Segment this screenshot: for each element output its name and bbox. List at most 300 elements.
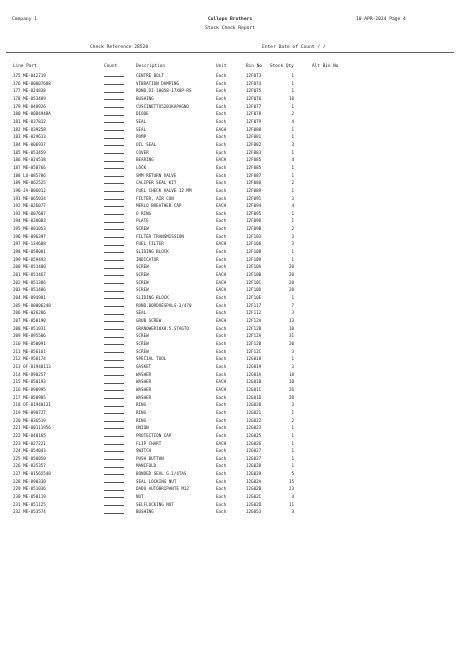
stock-qty: 1 <box>291 149 294 155</box>
part-number: 219 ME-090727 <box>13 409 46 415</box>
table-row <box>0 95 460 103</box>
table-row <box>0 470 460 478</box>
bin-number: 12F080 <box>246 126 262 132</box>
unit: Each <box>216 95 227 101</box>
bin-number: 12F09B <box>246 226 262 232</box>
report-date-page: 10-APR-2024 Page 4 <box>356 17 406 22</box>
description: UNION <box>136 425 149 431</box>
unit: Each <box>216 233 227 239</box>
description: PLATE <box>136 218 149 224</box>
stock-qty: 31 <box>288 333 294 339</box>
bin-number: 12F117 <box>246 302 262 308</box>
bin-number: 12G01B <box>246 379 262 385</box>
count-entry-field[interactable] <box>104 378 124 383</box>
count-entry-field[interactable] <box>104 371 124 376</box>
unit: Each <box>216 295 227 301</box>
description: PUSH BUTTON <box>136 455 164 461</box>
table-row <box>0 103 460 111</box>
description: PUMP <box>136 134 147 140</box>
stock-qty: 1 <box>291 187 294 193</box>
unit: Each <box>216 88 227 94</box>
unit: Each <box>216 195 227 201</box>
stock-qty: 10 <box>288 379 294 385</box>
stock-qty: 20 <box>288 394 294 400</box>
description: SCREW <box>136 272 149 278</box>
bin-number: 12F10E <box>246 295 262 301</box>
table-row <box>0 233 460 241</box>
count-entry-field[interactable] <box>104 363 124 368</box>
table-row <box>0 187 460 195</box>
description: OIL SEAL <box>136 141 157 147</box>
count-entry-field[interactable] <box>104 424 124 429</box>
table-row <box>0 294 460 302</box>
stock-qty: 3 <box>291 509 294 515</box>
part-number: 212 ME-958174 <box>13 356 46 362</box>
part-number: 183 ME-029613 <box>13 134 46 140</box>
stock-qty: 15 <box>288 478 294 484</box>
description: INDICATOR <box>136 256 159 262</box>
part-number: 215 ME-850193 <box>13 379 46 385</box>
unit: EACH <box>216 203 227 209</box>
unit: Each <box>216 80 227 86</box>
part-number: 211 ME-856161 <box>13 348 46 354</box>
bin-number: 12F073 <box>246 73 262 78</box>
part-number: 176 ME-00007688 <box>13 80 51 86</box>
bin-number: 12G01A <box>246 371 262 377</box>
description: O RING <box>136 210 152 216</box>
bin-number: 12F083 <box>246 149 262 155</box>
description: SCREW <box>136 333 149 339</box>
description: WASHER <box>136 386 152 392</box>
stock-qty: 1 <box>291 126 294 132</box>
report-title: Stock Check Report <box>205 26 255 31</box>
table-row <box>0 80 460 88</box>
description: SCREW <box>136 226 149 232</box>
bin-number: 12F079 <box>246 118 262 124</box>
date-of-count-field[interactable]: Enter Date of Count / / <box>262 45 326 50</box>
count-entry-field[interactable] <box>104 217 124 222</box>
count-entry-field[interactable] <box>104 317 124 322</box>
stock-qty: 20 <box>288 264 294 270</box>
part-number: 223 ME-027221 <box>13 440 46 446</box>
description: BUSHING <box>136 509 154 515</box>
description: SCREW <box>136 348 149 354</box>
table-row <box>0 447 460 455</box>
bin-number: 12G022 <box>246 417 262 423</box>
table-row <box>0 271 460 279</box>
unit: Each <box>216 103 227 109</box>
part-number: 228 ME-890330 <box>13 478 46 484</box>
bin-number: 12F12A <box>246 333 262 339</box>
description: CENTRE BOLT <box>136 73 164 78</box>
count-entry-field[interactable] <box>104 409 124 414</box>
count-entry-field[interactable] <box>104 133 124 138</box>
stock-qty: 4 <box>291 118 294 124</box>
stock-qty: 13 <box>288 318 294 323</box>
unit: Each <box>216 402 227 408</box>
table-row <box>0 371 460 379</box>
table-row <box>0 302 460 310</box>
count-entry-field[interactable] <box>104 386 124 391</box>
table-row <box>0 332 460 340</box>
part-number: 187 ME-058766 <box>13 164 46 170</box>
count-entry-field[interactable] <box>104 440 124 445</box>
unit: Each <box>216 432 227 438</box>
column-header-bin-no: Bin No <box>246 64 262 69</box>
count-entry-field[interactable] <box>104 279 124 284</box>
table-row <box>0 317 460 325</box>
stock-table <box>0 72 460 516</box>
part-number: 193 ME-007687 <box>13 210 46 216</box>
column-header-stock-qty: Stock Qty <box>270 64 294 69</box>
bin-number: 12G02C <box>246 494 262 500</box>
part-number: 229 ME-851036 <box>13 486 46 492</box>
count-entry-field[interactable] <box>104 355 124 360</box>
description: WASHER <box>136 379 152 385</box>
stock-qty: 3 <box>291 241 294 247</box>
bin-number: 12F074 <box>246 80 262 86</box>
unit: Each <box>216 425 227 431</box>
stock-qty: 1 <box>291 455 294 461</box>
bin-number: 12G019 <box>246 363 262 369</box>
bin-number: 12F085 <box>246 164 262 170</box>
description: ROND.DI-10058-17X8P-RS <box>136 88 192 94</box>
table-row <box>0 325 460 333</box>
description: RING <box>136 409 147 415</box>
part-number: 216 ME-890995 <box>13 386 46 392</box>
description: WASHER <box>136 371 152 377</box>
count-entry-field[interactable] <box>104 187 124 192</box>
count-entry-field[interactable] <box>104 141 124 146</box>
part-number: 232 ME-053574 <box>13 509 46 515</box>
company-label: Company 1 <box>12 17 37 22</box>
count-entry-field[interactable] <box>104 195 124 200</box>
count-entry-field[interactable] <box>104 508 124 513</box>
stock-qty: 20 <box>288 340 294 346</box>
bin-number: 12G029 <box>246 471 262 477</box>
count-entry-field[interactable] <box>104 271 124 276</box>
column-header-description: Description <box>136 64 166 69</box>
description: SEAL <box>136 310 147 316</box>
unit: Each <box>216 210 227 216</box>
table-row <box>0 501 460 509</box>
description: SELFLOCKING NUT <box>136 501 174 507</box>
bin-number: 12G020 <box>246 402 262 408</box>
unit: EACH <box>216 386 227 392</box>
stock-qty: 4 <box>291 157 294 163</box>
table-row <box>0 72 460 80</box>
unit: Each <box>216 356 227 362</box>
part-number: 214 ME-890257 <box>13 371 46 377</box>
count-entry-field[interactable] <box>104 256 124 261</box>
unit: Each <box>216 164 227 170</box>
bin-number: 12F10A <box>246 264 262 270</box>
part-number: 205 ME-00006248 <box>13 302 51 308</box>
count-entry-field[interactable] <box>104 87 124 92</box>
part-number: 180 ME-0084948A <box>13 111 51 117</box>
table-row <box>0 279 460 287</box>
company-name: Collops Brothers <box>207 17 253 22</box>
bin-number: 12F089 <box>246 187 262 193</box>
bin-number: 12F078 <box>246 111 262 117</box>
part-number: 196 ME-096397 <box>13 233 46 239</box>
description: GRUB SCREW <box>136 318 162 323</box>
count-entry-field[interactable] <box>104 248 124 253</box>
stock-qty: 1 <box>291 172 294 178</box>
stock-qty: 1 <box>291 440 294 446</box>
stock-qty: 20 <box>288 279 294 285</box>
unit: Each <box>216 371 227 377</box>
count-entry-field[interactable] <box>104 149 124 154</box>
table-row <box>0 417 460 425</box>
stock-qty: 18 <box>288 371 294 377</box>
count-entry-field[interactable] <box>104 470 124 475</box>
unit: EACH <box>216 279 227 285</box>
part-number: 224 ME-054043 <box>13 448 46 454</box>
part-number: 201 ME-851467 <box>13 272 46 278</box>
count-entry-field[interactable] <box>104 156 124 161</box>
description: PROTECTION CAP <box>136 432 172 438</box>
count-entry-field[interactable] <box>104 225 124 230</box>
part-number: 206 ME-026286 <box>13 310 46 316</box>
count-entry-field[interactable] <box>104 179 124 184</box>
count-entry-field[interactable] <box>104 394 124 399</box>
bin-number: 12F112 <box>246 310 262 316</box>
table-row <box>0 110 460 118</box>
part-number: 189 ME-062525 <box>13 180 46 186</box>
part-number: 204 ME-094981 <box>13 295 46 301</box>
table-row <box>0 126 460 134</box>
unit: Each <box>216 249 227 255</box>
stock-qty: 26 <box>288 386 294 392</box>
description: DIODE <box>136 111 149 117</box>
part-number: 192 ME-026077 <box>13 203 46 209</box>
table-row <box>0 133 460 141</box>
description: VIBRATION DAMPING <box>136 80 179 86</box>
bin-number: 12G028 <box>246 463 262 469</box>
count-entry-field[interactable] <box>104 478 124 483</box>
part-number: 210 ME-850091 <box>13 340 46 346</box>
bin-number: 12G01D <box>246 394 262 400</box>
count-entry-field[interactable] <box>104 455 124 460</box>
stock-qty: 1 <box>291 249 294 255</box>
bin-number: 12F094 <box>246 203 262 209</box>
table-row <box>0 202 460 210</box>
bin-number: 12G027 <box>246 448 262 454</box>
part-number: 208 ME-851031 <box>13 325 46 331</box>
stock-qty: 20 <box>288 272 294 278</box>
count-entry-field[interactable] <box>104 462 124 467</box>
stock-qty: 1 <box>291 103 294 109</box>
count-entry-field[interactable] <box>104 493 124 498</box>
table-row <box>0 141 460 149</box>
column-header-line-part: Line Part <box>13 64 37 69</box>
table-row <box>0 217 460 225</box>
count-entry-field[interactable] <box>104 501 124 506</box>
count-entry-field[interactable] <box>104 110 124 115</box>
table-row <box>0 164 460 172</box>
count-entry-field[interactable] <box>104 417 124 422</box>
unit: Each <box>216 111 227 117</box>
bin-number: 12G02D <box>246 501 262 507</box>
stock-qty: 1 <box>291 448 294 454</box>
bin-number: 12F098 <box>246 218 262 224</box>
unit: Each <box>216 302 227 308</box>
bin-number: 12F091 <box>246 195 262 201</box>
part-number: 175 ME-042719 <box>13 73 46 78</box>
unit: Each <box>216 73 227 78</box>
description: SWITCH <box>136 448 152 454</box>
table-row <box>0 156 460 164</box>
stock-qty: 1 <box>291 134 294 140</box>
part-number: 182 ME-039258 <box>13 126 46 132</box>
table-row <box>0 225 460 233</box>
count-entry-field[interactable] <box>104 95 124 100</box>
count-entry-field[interactable] <box>104 401 124 406</box>
description: NUT <box>136 494 144 500</box>
bin-number: 12F076 <box>246 95 262 101</box>
part-number: 191 ME-065034 <box>13 195 46 201</box>
stock-qty: 1 <box>291 432 294 438</box>
unit: Each <box>216 509 227 515</box>
bin-number: 12G02A <box>246 478 262 484</box>
part-number: 185 ME-053459 <box>13 149 46 155</box>
stock-qty: 3 <box>291 195 294 201</box>
table-row <box>0 149 460 157</box>
column-header-count: Count <box>104 64 118 69</box>
unit: Each <box>216 226 227 232</box>
stock-qty: 4 <box>291 203 294 209</box>
table-row <box>0 462 460 470</box>
bin-number: 12G018 <box>246 356 262 362</box>
unit: EACH <box>216 318 227 323</box>
description: RING <box>136 417 147 423</box>
count-entry-field[interactable] <box>104 325 124 330</box>
count-entry-field[interactable] <box>104 485 124 490</box>
table-row <box>0 386 460 394</box>
description: BONDED SEAL G.1/4TAS <box>136 471 187 477</box>
unit: Each <box>216 264 227 270</box>
bin-number: 12F082 <box>246 141 262 147</box>
unit: Each <box>216 494 227 500</box>
count-entry-field[interactable] <box>104 286 124 291</box>
table-row <box>0 478 460 486</box>
bin-number: 12G025 <box>246 432 262 438</box>
stock-qty: 1 <box>291 356 294 362</box>
description: SCREW <box>136 287 149 293</box>
count-entry-field[interactable] <box>104 172 124 177</box>
count-entry-field[interactable] <box>104 210 124 215</box>
stock-qty: 2 <box>291 111 294 117</box>
unit: Each <box>216 409 227 415</box>
unit: Each <box>216 172 227 178</box>
stock-qty: 4 <box>291 494 294 500</box>
table-row <box>0 355 460 363</box>
unit: Each <box>216 478 227 484</box>
stock-qty: 3 <box>291 233 294 239</box>
stock-qty: 10 <box>288 325 294 331</box>
count-entry-field[interactable] <box>104 332 124 337</box>
count-entry-field[interactable] <box>104 118 124 123</box>
bin-number: 12G021 <box>246 409 262 415</box>
bin-number: 12G053 <box>246 509 262 515</box>
bin-number: 12F088 <box>246 180 262 186</box>
table-row <box>0 485 460 493</box>
bin-number: 12F12A <box>246 318 262 323</box>
unit: Each <box>216 187 227 193</box>
count-entry-field[interactable] <box>104 447 124 452</box>
bin-number: 12G01C <box>246 386 262 392</box>
part-number: 203 ME-851486 <box>13 287 46 293</box>
unit: Each <box>216 118 227 124</box>
count-entry-field[interactable] <box>104 294 124 299</box>
description: CALIPER SEAL KIT <box>136 180 177 186</box>
unit: Each <box>216 180 227 186</box>
part-number: 231 ME-851125 <box>13 501 46 507</box>
count-entry-field[interactable] <box>104 103 124 108</box>
count-entry-field[interactable] <box>104 126 124 131</box>
bin-number: 12F075 <box>246 88 262 94</box>
stock-qty: 10 <box>288 95 294 101</box>
count-entry-field[interactable] <box>104 340 124 345</box>
part-number: 217 ME-850905 <box>13 394 46 400</box>
stock-qty: 2 <box>291 417 294 423</box>
count-entry-field[interactable] <box>104 432 124 437</box>
table-row <box>0 508 460 516</box>
part-number: 225 ME-058050 <box>13 455 46 461</box>
part-number: 188 LU-085786 <box>13 172 46 178</box>
stock-qty: 23 <box>288 486 294 492</box>
part-number: 197 ME-134688 <box>13 241 46 247</box>
stock-qty: 1 <box>291 256 294 262</box>
count-entry-field[interactable] <box>104 233 124 238</box>
stock-qty: 20 <box>288 287 294 293</box>
stock-qty: 2 <box>291 180 294 186</box>
description: GRANOWER10X8.5.STAGTO <box>136 325 189 331</box>
part-number: 178 ME-053489 <box>13 95 46 101</box>
part-number: 202 ME-851386 <box>13 279 46 285</box>
count-entry-field[interactable] <box>104 72 124 77</box>
column-header-unit: Unit <box>216 64 227 69</box>
table-row <box>0 240 460 248</box>
count-entry-field[interactable] <box>104 164 124 169</box>
count-entry-field[interactable] <box>104 202 124 207</box>
description: MANIFOLD <box>136 463 157 469</box>
stock-qty: 5 <box>291 471 294 477</box>
unit: EACH <box>216 379 227 385</box>
unit: Each <box>216 325 227 331</box>
description: BUSHING <box>136 95 154 101</box>
count-entry-field[interactable] <box>104 348 124 353</box>
count-entry-field[interactable] <box>104 263 124 268</box>
part-number: 213 OF-01940113 <box>13 363 51 369</box>
description: FUEL CHECK VALVE 12 MM <box>136 187 192 193</box>
stock-qty: 3 <box>291 310 294 316</box>
count-entry-field[interactable] <box>104 309 124 314</box>
bin-number: 12F103 <box>246 233 262 239</box>
description: SCREW <box>136 340 149 346</box>
unit: EACH <box>216 157 227 163</box>
table-row <box>0 195 460 203</box>
unit: Each <box>216 134 227 140</box>
part-number: 184 ME-006937 <box>13 141 46 147</box>
stock-qty: 3 <box>291 402 294 408</box>
count-entry-field[interactable] <box>104 80 124 85</box>
bin-number: 12G027 <box>246 455 262 461</box>
count-entry-field[interactable] <box>104 302 124 307</box>
count-entry-field[interactable] <box>104 240 124 245</box>
bin-number: 12F12B <box>246 340 262 346</box>
